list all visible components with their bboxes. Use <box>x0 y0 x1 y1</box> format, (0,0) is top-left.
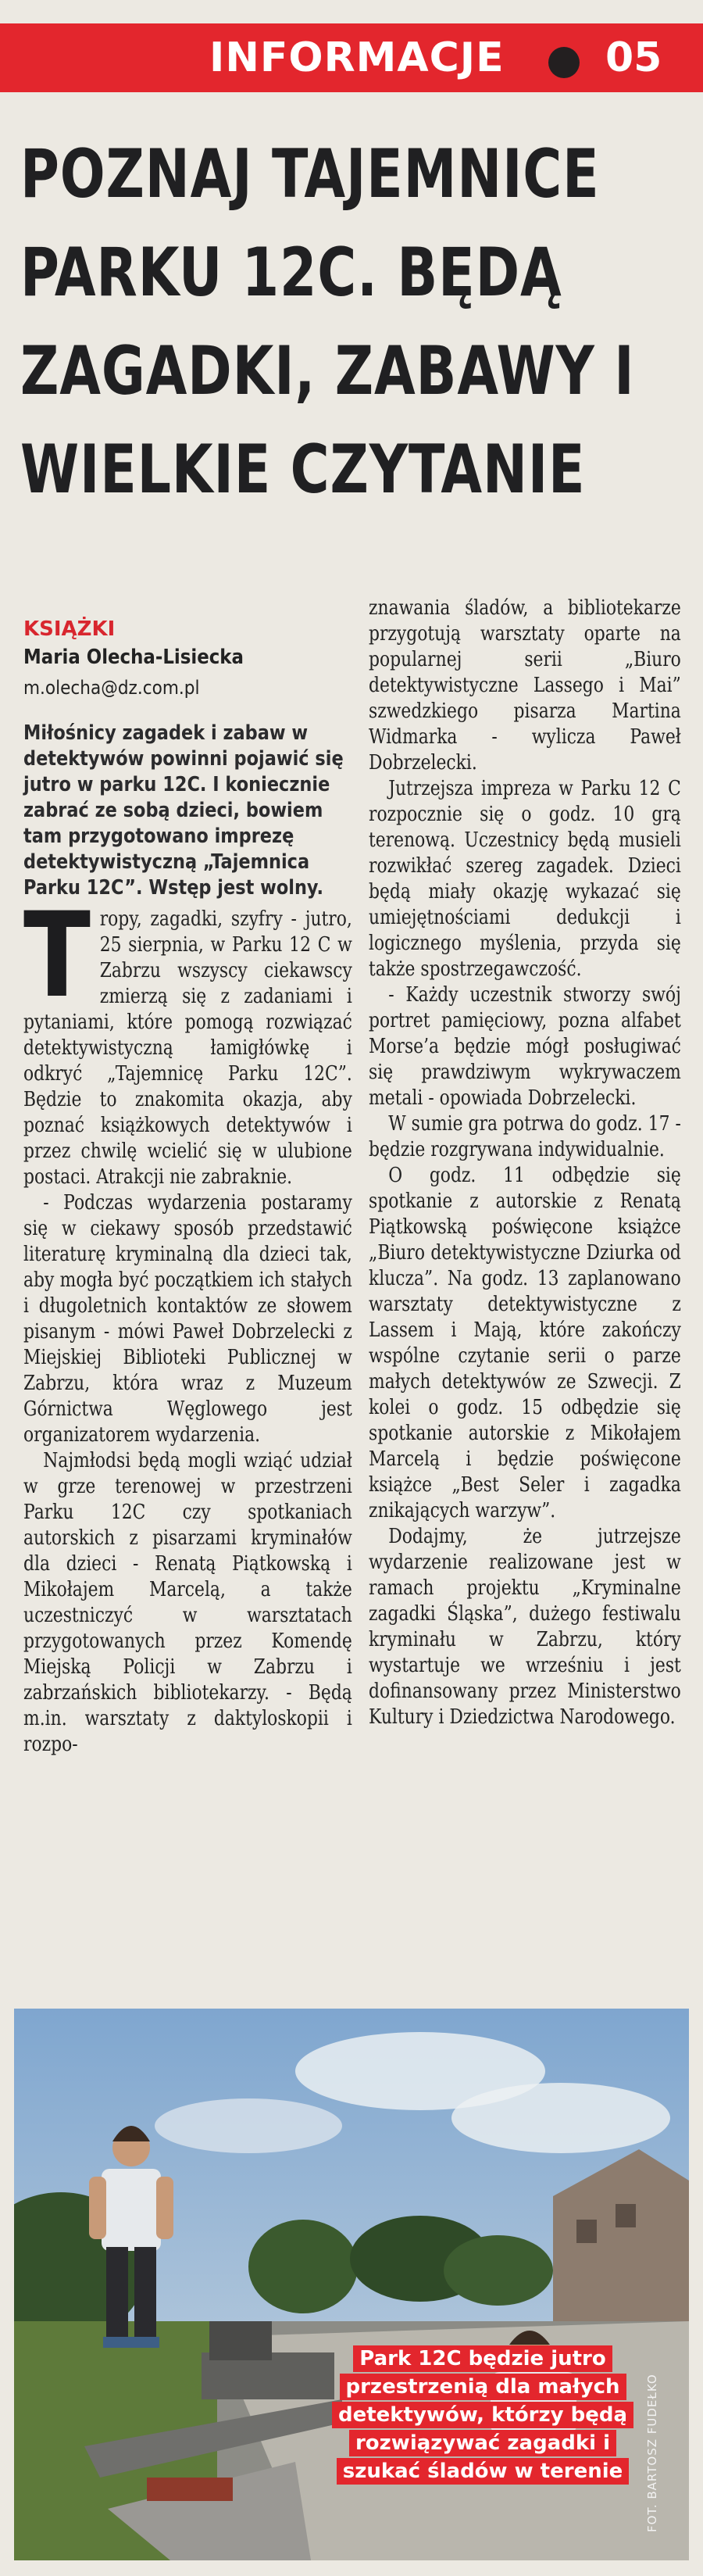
article-column-right <box>369 596 681 1730</box>
author-email: m.olecha@dz.com.pl <box>23 677 200 699</box>
paragraph: Jutrzejsza impreza w Parku 12 C rozpocznie się o godz. 10 grą terenową. Uczestnicy będą musieli rozwikłać szereg zagadek. Dzieci będą miały okazję wykazać się umiejętnościami dedukcji i logicznego myślenia, przyda się także spostrzegawczość. <box>369 777 681 981</box>
paragraph: - Każdy uczestnik stworzy swój portret pamięciowy, pozna alfabet Morse’a będzie mógł posługiwać się prawdziwym wykrywaczem metali - opowiada Dobrzelecki. <box>369 983 681 1110</box>
paragraph: - Podczas wydarzenia postaramy się w ciekawy sposób przedstawić literaturę kryminalną dla dzieci tak, aby mogła być początkiem ich stałych i długoletnich kontaktów ze słowem pisanym - mówi Paweł Dobrzelecki z Miejskiej Biblioteki Publicznej w Zabrzu, która wraz z Muzeum Górnictwa Węglowego jest organizatorem wydarzenia. <box>23 1191 352 1447</box>
article-column-left <box>23 888 352 1758</box>
page-number: 05 <box>605 34 662 81</box>
article-lead: Miłośnicy zagadek i zabaw w detektywów powinni pojawić się jutro w parku 12C. I koniecznie zabrać ze sobą dzieci, bowiem tam przygotowano imprezę detektywistyczną „Tajemnica Parku 12C”. Wstęp jest wolny. <box>23 721 344 900</box>
paragraph: Najmłodsi będą mogli wziąć udział w grze terenowej w przestrzeni Parku 12C czy spotkaniach autorskich z pisarzami kryminałów dla dzieci - Renatą Piątkowską i Mikołajem Marcelą, a także uczestniczyć w warsztatach przygotowanych przez Komendę Miejską Policji w Zabrzu i zabrzańskich bibliotekarzy. - Będą m.in. warsztaty z daktyloskopii i rozpo- <box>23 1449 352 1756</box>
paragraph: O godz. 11 odbędzie się spotkanie z autorskie z Renatą Piątkowską poświęcone książce „Biuro detektywistyczne Dziurka od klucza”. Na godz. 13 zaplanowano warsztaty detektywistyczne z Lassem i Mają, które zakończy wspólne czytanie serii o parze małych detektywów ze Szwecji. Z kolei o godz. 15 odbędzie się spotkanie autorskie z Mikołajem Marcelą i będzie poświęcone książce „Best Seler i zagadka znikających warzyw”. <box>369 1164 681 1522</box>
article-author: Maria Olecha-Lisiecka <box>23 646 244 669</box>
section-title: INFORMACJE <box>209 34 505 81</box>
article-headline: POZNAJ TAJEMNICE PARKU 12C. BĘDĄ ZAGADKI, ZABAWY I WIELKIE CZYTANIE <box>20 135 635 509</box>
paragraph: znawania śladów, a bibliotekarze przygotują warsztaty oparte na popularnej serii „Biuro detektywistyczne Lassego i Mai” szwedzkiego pisarza Martina Widmarka - wylicza Paweł Dobrzelecki. <box>369 596 681 775</box>
paragraph: W sumie gra potrwa do godz. 17 - będzie rozgrywana indywidualnie. <box>369 1112 681 1161</box>
photo-caption: Park 12C będzie jutro przestrzenią dla małych detektywów, którzy będą rozwiązywać zagadki i szukać śladów w terenie <box>327 2345 639 2485</box>
paragraph: Dodajmy, że jutrzejsze wydarzenie realizowane jest w ramach projektu „Kryminalne zagadki Śląska”, dużego festiwalu kryminału w Zabrzu, który wystartuje we wrześniu i jest dofinansowany przez Ministerstwo Kultury i Dziedzictwa Narodowego. <box>369 1525 681 1729</box>
paragraph: Tropy, zagadki, szyfry - jutro, 25 sierpnia, w Parku 12 C w Zabrzu wszyscy ciekawscy zmierzą się z zadaniami i pytaniami, które pomogą rozwiązać detektywistyczną łamigłówkę i odkryć „Tajemnicę Parku 12C”. Będzie to znakomita okazja, aby poznać książkowych detektywów i przez chwilę wcielić się w ulubione postaci. Atrakcji nie zabraknie. <box>23 888 352 1189</box>
article-category: KSIĄŻKI <box>23 617 116 641</box>
section-bullet <box>548 47 580 78</box>
photo-credit: FOT. BARTOSZ FUDEŁKO <box>645 2374 659 2532</box>
drop-cap: T <box>23 888 91 1024</box>
